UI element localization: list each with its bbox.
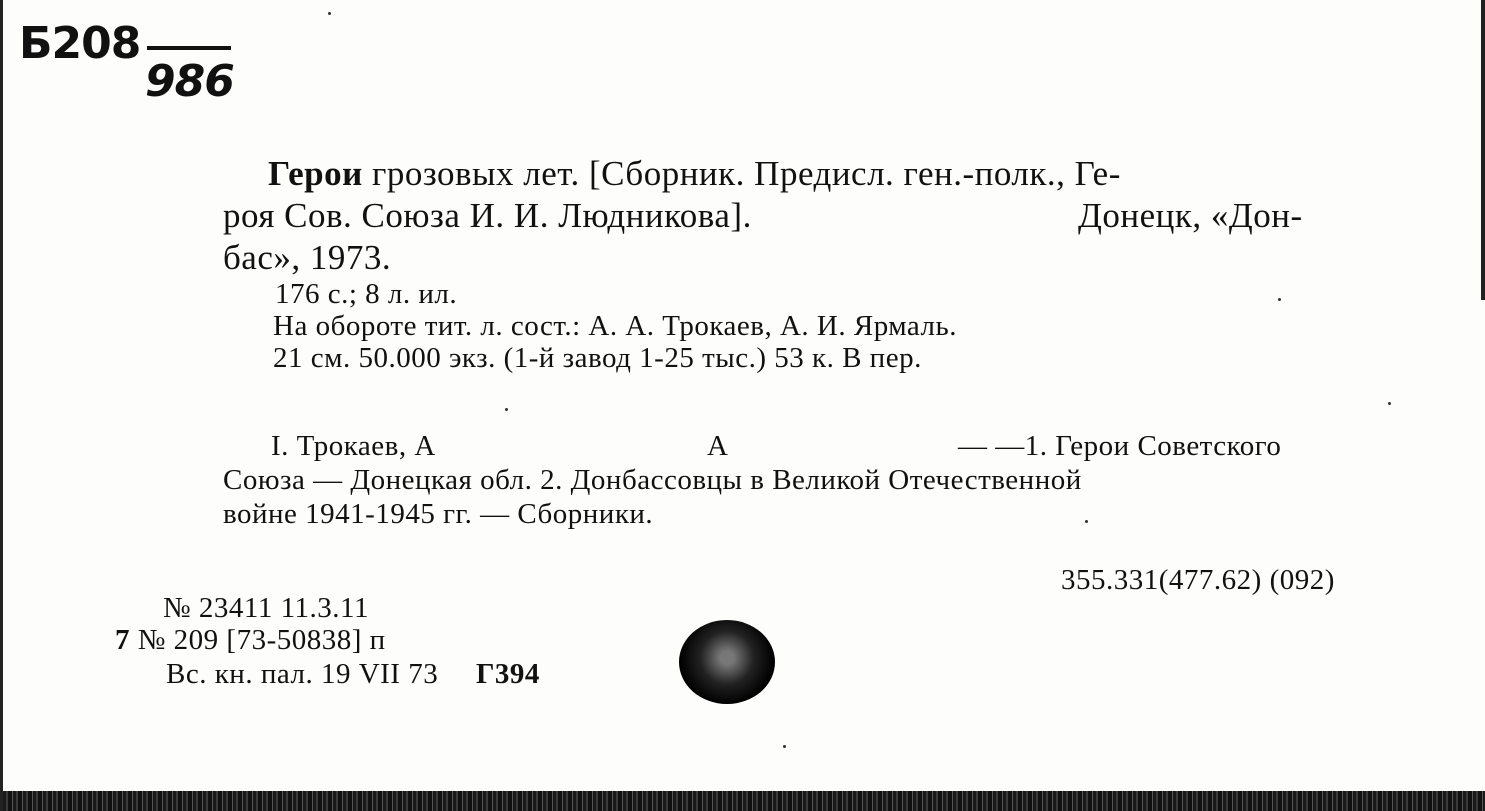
subject-line-1b: А — [707, 430, 729, 462]
card-bottom-edge — [3, 791, 1485, 811]
registry-line-3 — [166, 660, 540, 689]
registry-line-2 — [115, 626, 386, 655]
registry-line-2-number: 7 — [115, 624, 130, 656]
detail-compilers: На обороте тит. л. сост.: А. А. Трокаев, А. И. Ярмаль. — [273, 310, 958, 342]
shelfmark-fraction-line — [147, 46, 231, 50]
scan-speck — [1388, 402, 1391, 405]
registry-line-1: № 23411 11.3.11 — [163, 592, 369, 624]
registry-line-3-code: Г394 — [475, 658, 540, 690]
entry-line-1-rest: грозовых лет. [Сборник. Предисл. ген.-полк., Ге- — [362, 154, 1121, 193]
shelfmark-code: Б208 — [19, 18, 141, 69]
ink-stamp-mark — [679, 620, 775, 704]
detail-format: 21 см. 50.000 экз. (1-й завод 1-25 тыс.) 53 к. В пер. — [273, 342, 922, 374]
scan-speck — [783, 745, 786, 748]
subject-line-1c: — —1. Герои Советского — [958, 430, 1282, 462]
classification-code: 355.331(477.62) (092) — [1061, 564, 1335, 596]
card-edge-shadow — [1481, 0, 1485, 300]
subject-line-3: войне 1941-1945 гг. — Сборники. — [223, 498, 654, 530]
scan-speck — [1085, 520, 1088, 523]
handwritten-shelfmark — [19, 18, 234, 107]
entry-line-2-right: Донецк, «Дон- — [1078, 196, 1303, 235]
registry-line-2-rest: № 209 [73-50838] п — [137, 624, 386, 656]
entry-title-bold: Герои — [268, 154, 363, 193]
shelfmark-denominator: 986 — [145, 56, 234, 107]
subject-line-2: Союза — Донецкая обл. 2. Донбассовцы в Великой Отечественной — [223, 464, 1082, 496]
scan-speck — [328, 12, 331, 15]
scan-speck — [505, 408, 508, 411]
scan-speck — [1278, 298, 1281, 301]
detail-pages: 176 с.; 8 л. ил. — [275, 278, 458, 310]
subject-line-1a: I. Трокаев, А — [271, 430, 436, 462]
registry-line-3-text: Вс. кн. пал. 19 VII 73 — [166, 658, 439, 690]
entry-line-3: бас», 1973. — [223, 238, 392, 277]
entry-line-1 — [268, 156, 1121, 191]
entry-line-2-left: роя Сов. Союза И. И. Людникова]. — [223, 196, 752, 235]
